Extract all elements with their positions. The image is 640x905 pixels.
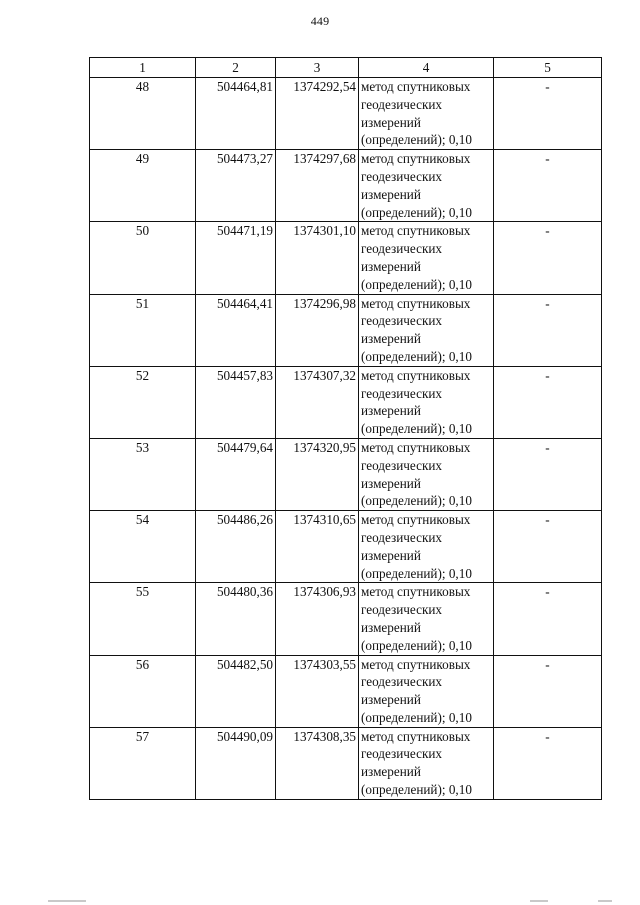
method-line: (определений); 0,10 — [361, 709, 472, 725]
table-row — [90, 294, 602, 366]
note-value: - — [494, 222, 602, 294]
page-number: 449 — [310, 14, 330, 28]
method-description — [359, 294, 494, 366]
note-value: - — [494, 366, 602, 438]
table-row — [90, 511, 602, 583]
coordinate-x: 504482,50 — [196, 655, 276, 727]
method-line: геодезических — [361, 385, 443, 401]
method-description — [359, 727, 494, 799]
note-value: - — [494, 78, 602, 150]
note-value: - — [494, 511, 602, 583]
coordinates-table — [89, 57, 602, 800]
coordinate-x: 504486,26 — [196, 511, 276, 583]
method-line: метод спутниковых — [361, 79, 471, 94]
method-line: (определений); 0,10 — [361, 493, 472, 509]
note-value: - — [494, 655, 602, 727]
note-value: - — [494, 150, 602, 222]
point-number: 55 — [90, 583, 196, 655]
footer-mark — [530, 900, 548, 902]
coordinate-y: 1374297,68 — [276, 150, 359, 222]
method-line: (определений); 0,10 — [361, 276, 472, 292]
method-line: метод спутниковых — [361, 151, 471, 167]
method-line: геодезических — [361, 674, 443, 690]
note-value: - — [494, 583, 602, 655]
coordinate-x: 504490,09 — [196, 727, 276, 799]
method-description — [359, 438, 494, 510]
coordinate-x: 504473,27 — [196, 150, 276, 222]
method-line: измерений — [361, 186, 421, 202]
coordinate-y: 1374292,54 — [276, 78, 359, 150]
method-description — [359, 222, 494, 294]
coordinate-y: 1374306,93 — [276, 583, 359, 655]
method-line: геодезических — [361, 746, 443, 762]
method-description — [359, 366, 494, 438]
table-row — [90, 727, 602, 799]
point-number: 56 — [90, 655, 196, 727]
coordinate-y: 1374320,95 — [276, 438, 359, 510]
point-number: 57 — [90, 727, 196, 799]
coordinate-y: 1374308,35 — [276, 727, 359, 799]
method-line: геодезических — [361, 168, 443, 184]
table-row — [90, 438, 602, 510]
table-body — [90, 78, 602, 800]
method-line: (определений); 0,10 — [361, 565, 472, 581]
method-description — [359, 150, 494, 222]
coordinate-x: 504471,19 — [196, 222, 276, 294]
coordinate-y: 1374303,55 — [276, 655, 359, 727]
coordinate-x: 504464,41 — [196, 294, 276, 366]
note-value: - — [494, 727, 602, 799]
coordinate-y: 1374301,10 — [276, 222, 359, 294]
method-line: измерений — [361, 547, 421, 563]
coordinate-y: 1374296,98 — [276, 294, 359, 366]
note-value: - — [494, 294, 602, 366]
method-line: геодезических — [361, 313, 443, 329]
method-line: (определений); 0,10 — [361, 204, 472, 220]
method-line: метод спутниковых — [361, 223, 471, 239]
method-line: метод спутниковых — [361, 295, 471, 311]
table-row — [90, 150, 602, 222]
table-header-row — [90, 58, 602, 78]
column-header-5: 5 — [494, 58, 602, 78]
method-line: (определений); 0,10 — [361, 348, 472, 364]
coordinate-x: 504464,81 — [196, 78, 276, 150]
point-number: 52 — [90, 366, 196, 438]
column-header-3: 3 — [276, 58, 359, 78]
footer-mark — [48, 900, 86, 902]
method-line: (определений); 0,10 — [361, 637, 472, 653]
note-value: - — [494, 438, 602, 510]
method-line: метод спутниковых — [361, 584, 471, 600]
method-line: метод спутниковых — [361, 656, 471, 672]
coordinate-x: 504457,83 — [196, 366, 276, 438]
footer-scan-marks — [0, 896, 640, 902]
coordinate-y: 1374307,32 — [276, 366, 359, 438]
method-line: (определений); 0,10 — [361, 421, 472, 437]
method-description — [359, 655, 494, 727]
table-row — [90, 583, 602, 655]
point-number: 50 — [90, 222, 196, 294]
point-number: 54 — [90, 511, 196, 583]
method-line: измерений — [361, 258, 421, 274]
method-line: геодезических — [361, 241, 443, 257]
coordinate-y: 1374310,65 — [276, 511, 359, 583]
point-number: 49 — [90, 150, 196, 222]
column-header-2: 2 — [196, 58, 276, 78]
method-line: измерений — [361, 114, 421, 130]
table-row — [90, 366, 602, 438]
column-header-1: 1 — [90, 58, 196, 78]
method-line: геодезических — [361, 529, 443, 545]
coordinate-x: 504479,64 — [196, 438, 276, 510]
point-number: 53 — [90, 438, 196, 510]
table-row — [90, 222, 602, 294]
method-line: геодезических — [361, 602, 443, 618]
point-number: 48 — [90, 78, 196, 150]
method-line: метод спутниковых — [361, 439, 471, 455]
method-line: метод спутниковых — [361, 367, 471, 383]
point-number: 51 — [90, 294, 196, 366]
table-row — [90, 655, 602, 727]
method-line: измерений — [361, 692, 421, 708]
method-line: геодезических — [361, 96, 443, 112]
column-header-4: 4 — [359, 58, 494, 78]
method-line: измерений — [361, 475, 421, 491]
method-line: измерений — [361, 331, 421, 347]
footer-mark — [598, 900, 612, 902]
method-line: измерений — [361, 619, 421, 635]
method-line: измерений — [361, 764, 421, 780]
method-line: геодезических — [361, 457, 443, 473]
coordinate-x: 504480,36 — [196, 583, 276, 655]
method-line: (определений); 0,10 — [361, 132, 472, 148]
method-description — [359, 583, 494, 655]
method-line: (определений); 0,10 — [361, 782, 472, 798]
table-row — [90, 78, 602, 150]
method-line: метод спутниковых — [361, 728, 471, 744]
method-line: метод спутниковых — [361, 512, 471, 528]
method-description — [359, 511, 494, 583]
method-description — [359, 78, 494, 150]
method-line: измерений — [361, 403, 421, 419]
